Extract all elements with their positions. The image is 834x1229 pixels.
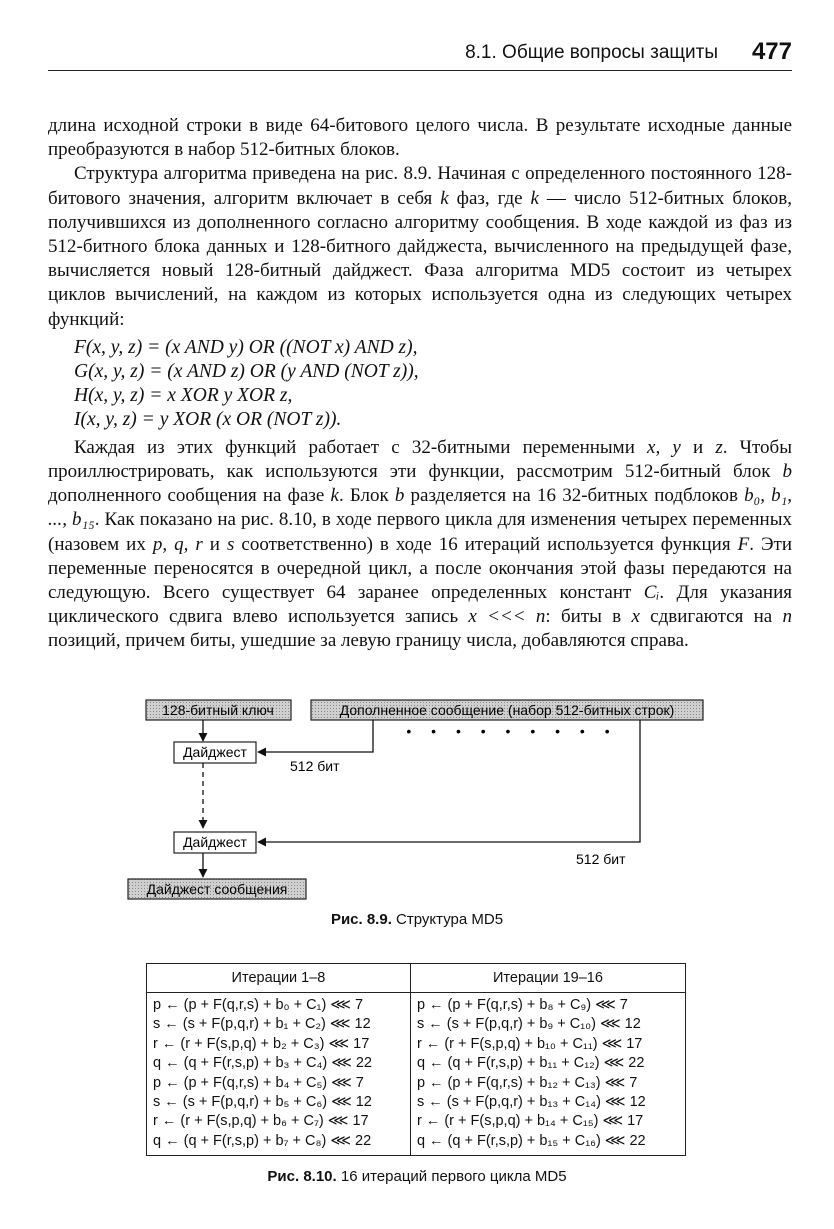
message-box-label: Дополненное сообщение (набор 512-битных строк): [339, 702, 675, 718]
text-run: соответственно) в ходе 16 итераций используется функция: [234, 533, 738, 555]
result-box-label: Дайджест сообщения: [146, 881, 288, 897]
table-row: q ← (q + F(r,s,p) + b₁₅ + C₁₆) ⋘ 22: [416, 1132, 646, 1149]
table-row: s ← (s + F(p,q,r) + b₉ + C₁₀) ⋘ 12: [416, 1016, 641, 1033]
table-row: q ← (q + F(r,s,p) + b₃ + C₄) ⋘ 22: [153, 1055, 373, 1072]
table-cell-col1: [147, 993, 411, 1156]
text-run: Каждая из этих функций работает с 32-битными переменными: [74, 436, 648, 458]
text-run: . Для указания циклического сдвига влево используется запись: [48, 582, 792, 628]
table-header-col2: Итерации 19–16: [410, 964, 685, 993]
caption-text: 16 итераций первого цикла MD5: [336, 1168, 567, 1185]
section-title: 8.1. Общие вопросы защиты: [465, 42, 718, 63]
math-var: x, y: [647, 436, 681, 458]
table-row: s ← (s + F(p,q,r) + b₁ + C₂) ⋘ 12: [153, 1016, 371, 1033]
table-row: q ← (q + F(r,s,p) + b₁₁ + C₁₂) ⋘ 22: [416, 1055, 645, 1072]
math-var: k: [440, 187, 449, 209]
table-row: q ← (q + F(r,s,p) + b₇ + C₈) ⋘ 22: [153, 1132, 372, 1149]
table-row: r ← (r + F(s,p,q) + b₁₀ + C₁₁) ⋘ 17: [416, 1035, 643, 1052]
math-var: s: [226, 533, 235, 555]
formula-i: I(x, y, z) = y XOR (x OR (NOT z)).: [74, 408, 342, 430]
text-run: сдвигаются на: [639, 606, 783, 628]
text-run: : биты в: [545, 606, 632, 628]
text-run: и: [680, 436, 716, 458]
text-run: фаз, где: [448, 187, 531, 209]
table-row: p ← (p + F(q,r,s) + b₁₂ + C₁₃) ⋘ 7: [416, 1074, 638, 1091]
math-var: x: [631, 606, 640, 628]
table-header-col1: Итерации 1–8: [147, 964, 411, 993]
figure-caption-8-10: [0, 1168, 834, 1185]
table-row: s ← (s + F(p,q,r) + b₁₃ + C₁₄) ⋘ 12: [416, 1093, 646, 1110]
table-row: s ← (s + F(p,q,r) + b₅ + C₆) ⋘ 12: [153, 1093, 372, 1110]
formula-g: G(x, y, z) = (x AND z) OR (y AND (NOT z)),: [74, 360, 419, 382]
text-run: . Блок: [338, 485, 395, 507]
table-row: r ← (r + F(s,p,q) + b₂ + C₃) ⋘ 17: [153, 1035, 370, 1052]
math-var: p, q, r: [152, 533, 203, 555]
bits-label-2: 512 бит: [576, 851, 626, 867]
paragraph-1: длина исходной строки в виде 64-битового целого числа. В результате исходные данные преобразуются в набор 512-битных блоков.: [48, 115, 792, 161]
math-var: k: [330, 485, 339, 507]
text-run: дополненного сообщения на фазе: [48, 485, 331, 507]
table-row: p ← (p + F(q,r,s) + b₈ + C₉) ⋘ 7: [416, 997, 628, 1013]
digest-box-1-label: Дайджест: [183, 744, 247, 760]
text-run: . Эти переменные переносятся в очередной цикл, а после окончания этой фазы передаются на следующую. Всего существует 64 заранее определенных констант: [48, 533, 792, 604]
text-run: . Как показано на рис. 8.10, в ходе первого цикла для изменения четырех переменных (назовем их: [48, 509, 792, 555]
math-var: n: [782, 606, 792, 628]
text-run: Структура алгоритма приведена на рис. 8.9. Начиная с определенного постоянного 128-битового значения, алгоритм включает в себя: [48, 163, 792, 209]
text-run: позиций, причем биты, ушедшие за левую границу числа, добавляются справа.: [48, 630, 689, 652]
bits-label-1: 512 бит: [290, 758, 340, 774]
iterations-table: [146, 963, 686, 1156]
table-cell-col2: [410, 993, 685, 1156]
math-var: Cᵢ: [643, 582, 660, 604]
text-run: . Чтобы проиллюстрировать, как используются эти функции, рассмотрим 512-битный блок: [48, 436, 792, 483]
formula-h: H(x, y, z) = x XOR y XOR z,: [74, 384, 293, 406]
text-run: — число 512-битных блоков, получившихся из дополненного согласно алгоритму сообщения. В ходе каждой из фаз из 512-битного блока данных и 128-битного дайджеста, вычисленного на предыдущей фазе, вычисляется новый 128-битный дайджест. Фаза алгоритма MD5 состоит из четырех циклов вычислений, на каждом из которых используется одна из следующих четырех функций:: [48, 187, 792, 330]
table-row: r ← (r + F(s,p,q) + b₆ + C₇) ⋘ 17: [153, 1113, 369, 1130]
page-number: 477: [751, 38, 792, 65]
table-row: p ← (p + F(q,r,s) + b₀ + C₁) ⋘ 7: [153, 997, 364, 1013]
math-var: b₀, b₁, ..., b₁₅: [48, 485, 792, 531]
continuation-dots: • • • • • • • • •: [406, 723, 618, 739]
caption-label: Рис. 8.10.: [267, 1168, 337, 1185]
formula-f: F(x, y, z) = (x AND y) OR ((NOT x) AND z),: [74, 336, 418, 358]
math-var: b: [782, 461, 792, 483]
math-var: F: [737, 533, 750, 555]
figure-caption-8-9: [0, 911, 834, 928]
key-box-label: 128-битный ключ: [162, 702, 274, 718]
digest-box-2-label: Дайджест: [183, 834, 247, 850]
math-var: k: [530, 187, 539, 209]
math-var: b: [394, 485, 405, 507]
math-var: z: [715, 436, 723, 458]
text-run: разделяется на 16 32-битных подблоков: [404, 485, 745, 507]
table-row: r ← (r + F(s,p,q) + b₁₄ + C₁₅) ⋘ 17: [416, 1113, 644, 1130]
caption-text: Структура MD5: [391, 911, 504, 928]
block-arrow-1: [258, 720, 373, 752]
math-var: x <<< n: [468, 606, 546, 628]
table-row: p ← (p + F(q,r,s) + b₄ + C₅) ⋘ 7: [153, 1074, 364, 1091]
text-run: и: [202, 533, 227, 555]
caption-label: Рис. 8.9.: [330, 911, 392, 928]
